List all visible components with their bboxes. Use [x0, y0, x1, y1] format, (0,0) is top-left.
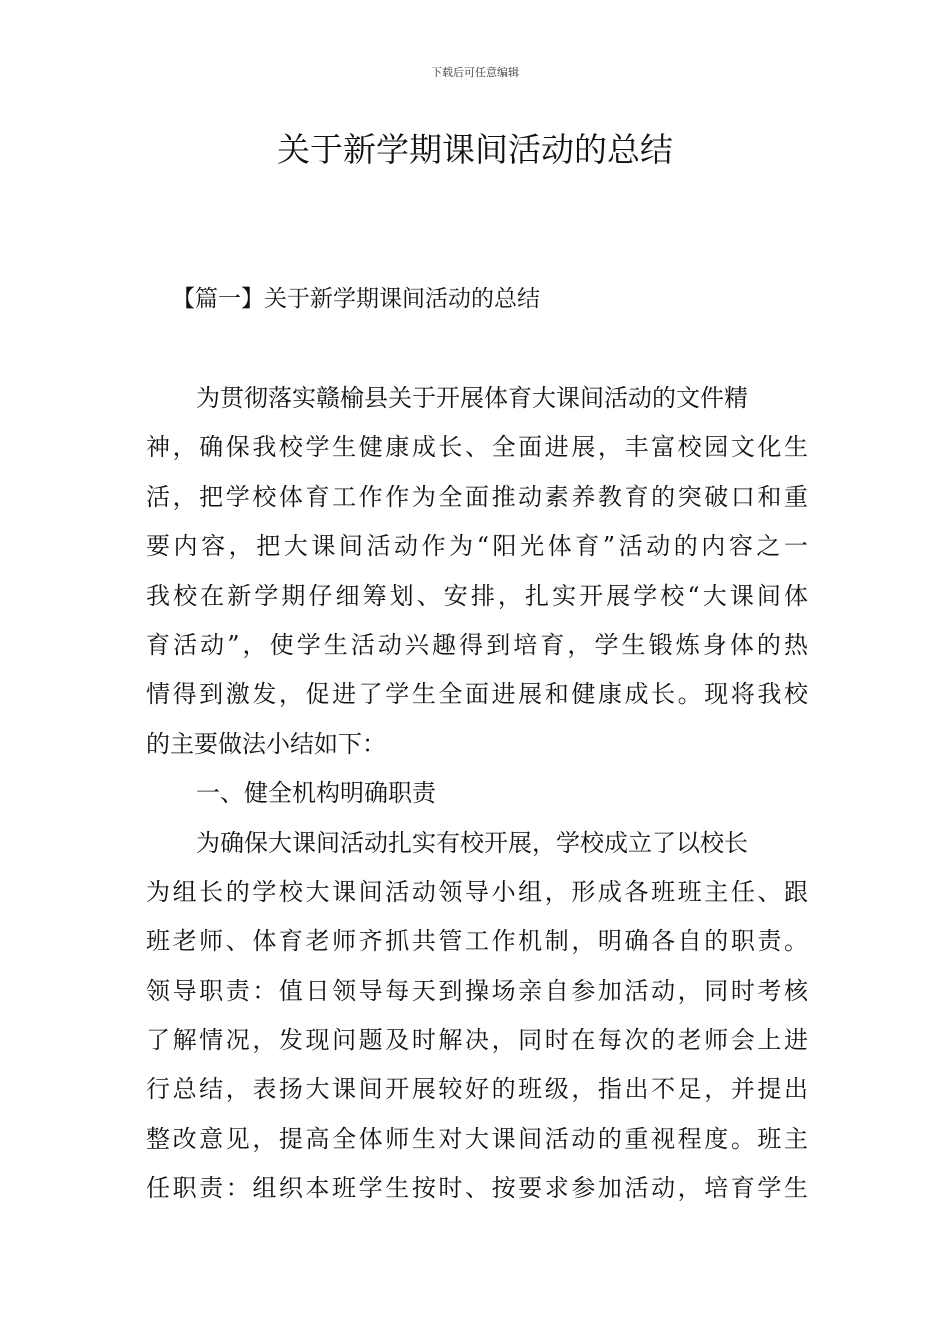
subsection-heading: 一、健全机构明确职责: [196, 779, 436, 808]
paragraph-line: 要内容，把大课间活动作为“阳光体育”活动的内容之一: [146, 532, 808, 561]
paragraph-line: 情得到激发，促进了学生全面进展和健康成长。现将我校: [146, 680, 808, 709]
document-body: [146, 374, 808, 1214]
paragraph-line: 的主要做法小结如下：: [146, 729, 386, 758]
paragraph-line: 行总结，表扬大课间开展较好的班级，指出不足，并提出: [146, 1075, 808, 1104]
paragraph-line: 为贯彻落实赣榆县关于开展体育大课间活动的文件精: [196, 384, 748, 412]
paragraph-line: 神，确保我校学生健康成长、全面进展，丰富校园文化生: [146, 433, 808, 462]
paragraph-line: 班老师、体育老师齐抓共管工作机制，明确各自的职责。: [146, 927, 808, 956]
paragraph-line: 任职责：组织本班学生按时、按要求参加活动，培育学生: [146, 1174, 808, 1203]
document-title: 关于新学期课间活动的总结: [277, 130, 673, 169]
paragraph-line: 我校在新学期仔细筹划、安排，扎实开展学校“大课间体: [146, 581, 808, 610]
header-note: 下载后可任意编辑: [431, 66, 519, 79]
paragraph-line: 育活动”，使学生活动兴趣得到培育，学生锻炼身体的热: [146, 630, 808, 659]
paragraph-line: 整改意见，提高全体师生对大课间活动的重视程度。班主: [146, 1124, 808, 1153]
paragraph-line: 了解情况，发现问题及时解决，同时在每次的老师会上进: [146, 1026, 808, 1055]
paragraph-line: 为确保大课间活动扎实有校开展，学校成立了以校长: [196, 828, 748, 857]
paragraph-line: 为组长的学校大课间活动领导小组，形成各班班主任、跟: [146, 877, 808, 906]
paragraph-line: 活，把学校体育工作作为全面推动素养教育的突破口和重: [146, 482, 808, 511]
section-heading: 【篇一】关于新学期课间活动的总结: [172, 286, 540, 312]
paragraph-line: 领导职责：值日领导每天到操场亲自参加活动，同时考核: [146, 976, 808, 1005]
